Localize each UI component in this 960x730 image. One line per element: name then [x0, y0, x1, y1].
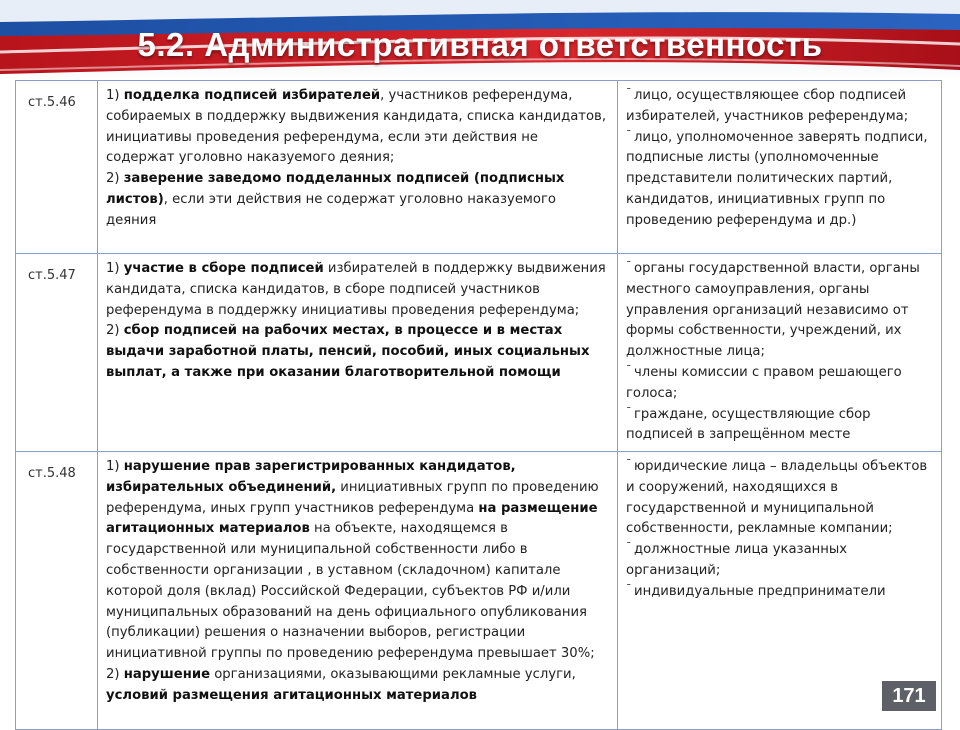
subject-item — [626, 86, 933, 128]
text-segment: 1) — [106, 261, 124, 276]
text-segment: , участников референдума, собираемых в поддержку выдвижения кандидата, списка кандидатов, инициативы проведения референдума, если эти действия не содержат уголовно наказуемого деяния; — [106, 88, 607, 166]
subject-text: должностные лица указанных организаций; — [626, 542, 848, 578]
text-segment: на объекте, находящемся в государственной или муниципальной собственности либо в собственности организации , в уставном (складочном) капитале которой доля (вклад) Российской Федерации, субъектов РФ и/или муниципальных образований на день официального опубликования (публикации) решения о назначении выборов, регистрации инициативной группы по проведению референдума превышает 30%; — [106, 521, 595, 662]
bullet-icon: ˉ — [626, 581, 632, 595]
subject-text: лицо, уполномоченное заверять подписи, подписные листы (уполномоченные представители политических партий, кандидатов, инициативных групп по проведению референдума и др.) — [626, 129, 928, 228]
subject-item — [626, 259, 933, 363]
subject-item — [626, 540, 933, 582]
offense-description — [98, 254, 618, 452]
text-segment: 1) — [106, 459, 124, 474]
article-number: ст.5.48 — [16, 452, 98, 730]
responsible-subjects — [618, 81, 942, 254]
subject-text: индивидуальные предприниматели — [634, 583, 886, 599]
slide-title: 5.2. Административная ответственность — [137, 26, 823, 63]
text-segment: инициативных групп по проведению референдума, иных групп участников референдума — [106, 479, 599, 516]
bold-text-segment: сбор подписей на рабочих местах, в процессе и в местах выдачи заработной платы, пенсий, пособий, иных социальных выплат, а также при оказании благотворительной помощи — [106, 323, 590, 380]
subject-item — [626, 363, 933, 405]
bullet-icon: ˉ — [626, 540, 632, 554]
subject-item — [626, 405, 933, 447]
offense-description — [98, 452, 618, 730]
subject-text: граждане, осуществляющие сбор подписей в запрещённом месте — [626, 406, 871, 443]
bold-text-segment: заверение заведомо подделанных подписей (подписных листов) — [106, 171, 565, 207]
responsibility-table — [15, 80, 942, 730]
text-segment: 2) — [106, 666, 124, 682]
subject-text: органы государственной власти, органы местного самоуправления, органы управления организаций независимо от формы собственности, учреждений, их должностные лица; — [626, 261, 920, 360]
text-segment: 1) — [106, 88, 124, 103]
bullet-icon: ˉ — [626, 457, 632, 470]
table-row — [16, 254, 942, 452]
text-segment: избирателей в поддержку выдвижения кандидата, списка кандидатов, в сборе подписей участников референдума в поддержку инициативы проведения референдума; — [106, 261, 606, 318]
bold-text-segment: на размещение агитационных материалов — [106, 500, 598, 537]
bullet-icon: ˉ — [626, 127, 632, 141]
table-row — [16, 81, 942, 254]
bold-text-segment: нарушение прав зарегистрированных кандидатов, избирательных объединений, — [106, 459, 516, 495]
subject-item — [626, 582, 933, 603]
subject-text: члены комиссии с правом решающего голоса; — [626, 364, 902, 401]
offense-description — [98, 81, 618, 254]
table-row — [16, 452, 942, 730]
bold-text-segment: условий размещения агитационных материалов — [106, 687, 478, 703]
subject-text: юридические лица – владельцы объектов и сооружений, находящихся в государственной и муниципальной собственности, рекламные компании; — [626, 459, 928, 537]
bold-text-segment: подделка подписей избирателей — [123, 88, 381, 103]
responsible-subjects — [618, 254, 942, 452]
bullet-icon: ˉ — [626, 404, 632, 418]
subject-item — [626, 457, 933, 540]
bold-text-segment: участие в сборе подписей — [123, 261, 324, 276]
subject-item — [626, 128, 933, 232]
bullet-icon: ˉ — [626, 259, 632, 272]
subject-text: лицо, осуществляющее сбор подписей избирателей, участников референдума; — [626, 88, 909, 124]
bold-text-segment: нарушение — [123, 666, 211, 682]
bullet-icon: ˉ — [626, 362, 632, 376]
text-segment: 2) — [106, 323, 124, 339]
article-number: ст.5.46 — [16, 81, 98, 254]
page-number: 171 — [882, 681, 936, 711]
text-segment: 2) — [106, 171, 124, 187]
text-segment: , если эти действия не содержат уголовно наказуемого деяния — [106, 191, 556, 228]
article-number: ст.5.47 — [16, 254, 98, 452]
text-segment: организациями, оказывающими рекламные услуги, — [210, 666, 576, 682]
bullet-icon: ˉ — [626, 86, 632, 99]
